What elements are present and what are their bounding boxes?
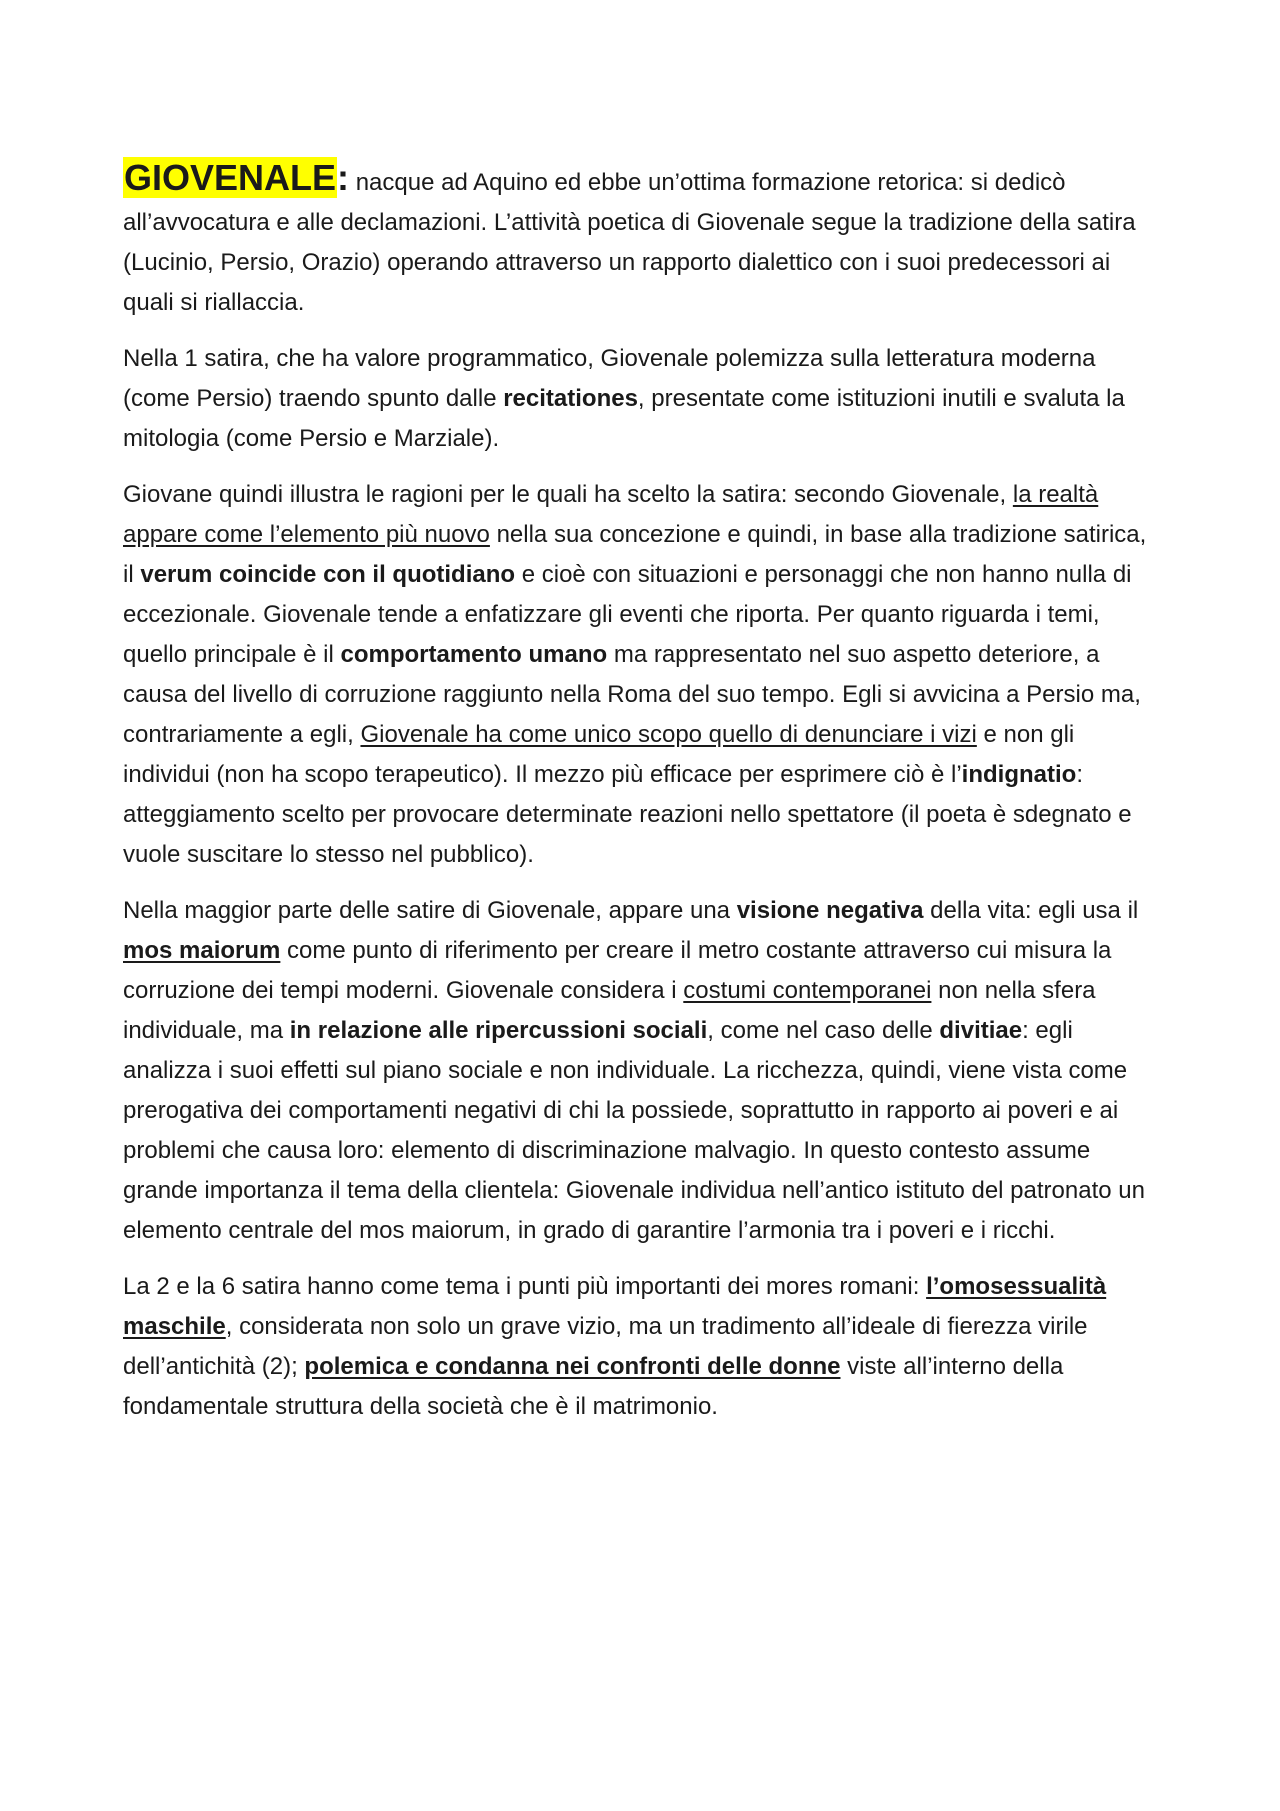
text-run: : atteggiamento scelto per provocare determinate reazioni nello spettatore (il poeta è sdegnato e vuole suscitare lo stesso nel pubblico). bbox=[123, 761, 1132, 868]
bold-underlined-phrase: l’omosessualità maschile bbox=[123, 1273, 1107, 1340]
text-run: , presentate come istituzioni inutili e svaluta la mitologia (come Persio e Marziale). bbox=[123, 385, 1125, 452]
text-run: , come nel caso delle bbox=[707, 1017, 940, 1044]
bold-term-recitationes: recitationes bbox=[503, 385, 638, 412]
bold-term-indignatio: indignatio bbox=[961, 761, 1077, 788]
text-run: come punto di riferimento per creare il metro costante attraverso cui misura la corruzione dei tempi moderni. Giovenale considera i bbox=[123, 937, 1112, 1004]
underlined-phrase: la realtà appare come l’elemento più nuovo bbox=[123, 481, 1099, 548]
document-title-highlighted: GIOVENALE bbox=[124, 157, 337, 198]
text-run: , considerata non solo un grave vizio, ma un tradimento all’ideale di fierezza virile dell’antichità (2); bbox=[123, 1313, 1088, 1380]
document-page bbox=[123, 158, 1163, 1443]
paragraph-satira-1 bbox=[123, 339, 1163, 459]
intro-text: nacque ad Aquino ed ebbe un’ottima formazione retorica: si dedicò all’avvocatura e alle declamazioni. L’attività poetica di Giovenale segue la tradizione della satira (Lucinio, Persio, Orazio) operando attraverso un rapporto dialettico con i suoi predecessori ai quali si riallaccia. bbox=[123, 169, 1136, 316]
text-run: Giovane quindi illustra le ragioni per le quali ha scelto la satira: secondo Giovenale, bbox=[123, 481, 1013, 508]
text-run: La 2 e la 6 satira hanno come tema i punti più importanti dei mores romani: bbox=[123, 1273, 927, 1300]
text-run: e cioè con situazioni e personaggi che non hanno nulla di eccezionale. Giovenale tende a enfatizzare gli eventi che riporta. Per quanto riguarda i temi, quello principale è il bbox=[123, 561, 1132, 668]
paragraph-mores-romani bbox=[123, 1267, 1163, 1427]
underlined-phrase: Giovenale ha come unico scopo quello di denunciare i vizi bbox=[360, 721, 977, 748]
paragraph-visione-negativa bbox=[123, 891, 1163, 1251]
text-run: nella sua concezione e quindi, in base alla tradizione satirica, il bbox=[123, 521, 1147, 588]
text-run: e non gli individui (non ha scopo terapeutico). Il mezzo più efficace per esprimere ciò è l’ bbox=[123, 721, 1075, 788]
text-run: Nella maggior parte delle satire di Giovenale, appare una bbox=[123, 897, 737, 924]
bold-phrase: verum coincide con il quotidiano bbox=[140, 561, 516, 588]
bold-phrase: in relazione alle ripercussioni sociali bbox=[289, 1017, 708, 1044]
paragraph-intro bbox=[123, 158, 1163, 323]
text-run: viste all’interno della fondamentale struttura della società che è il matrimonio. bbox=[123, 1353, 1064, 1420]
title-colon: : bbox=[337, 157, 350, 198]
bold-underlined-phrase: polemica e condanna nei confronti delle donne bbox=[304, 1353, 841, 1380]
underlined-phrase: costumi contemporanei bbox=[683, 977, 932, 1004]
text-run: non nella sfera individuale, ma bbox=[123, 977, 1096, 1044]
bold-phrase: visione negativa bbox=[736, 897, 924, 924]
bold-term-divitiae: divitiae bbox=[939, 1017, 1023, 1044]
bold-phrase: comportamento umano bbox=[340, 641, 608, 668]
text-run: Nella 1 satira, che ha valore programmatico, Giovenale polemizza sulla letteratura moderna (come Persio) traendo spunto dalle bbox=[123, 345, 1096, 412]
paragraph-ragioni-satira bbox=[123, 475, 1163, 875]
bold-underlined-term: mos maiorum bbox=[123, 937, 281, 964]
text-run: della vita: egli usa il bbox=[923, 897, 1139, 924]
text-run: : egli analizza i suoi effetti sul piano sociale e non individuale. La ricchezza, quindi, viene vista come prerogativa dei comportamenti negativi di chi la possiede, soprattutto in rapporto ai poveri e ai problemi che causa loro: elemento di discriminazione malvagio. In questo contesto assume grande importanza il tema della clientela: Giovenale individua nell’antico istituto del patronato un elemento centrale del mos maiorum, in grado di garantire l’armonia tra i poveri e i ricchi. bbox=[123, 1017, 1145, 1244]
text-run: ma rappresentato nel suo aspetto deteriore, a causa del livello di corruzione raggiunto nella Roma del suo tempo. Egli si avvicina a Persio ma, contrariamente a egli, bbox=[123, 641, 1141, 748]
